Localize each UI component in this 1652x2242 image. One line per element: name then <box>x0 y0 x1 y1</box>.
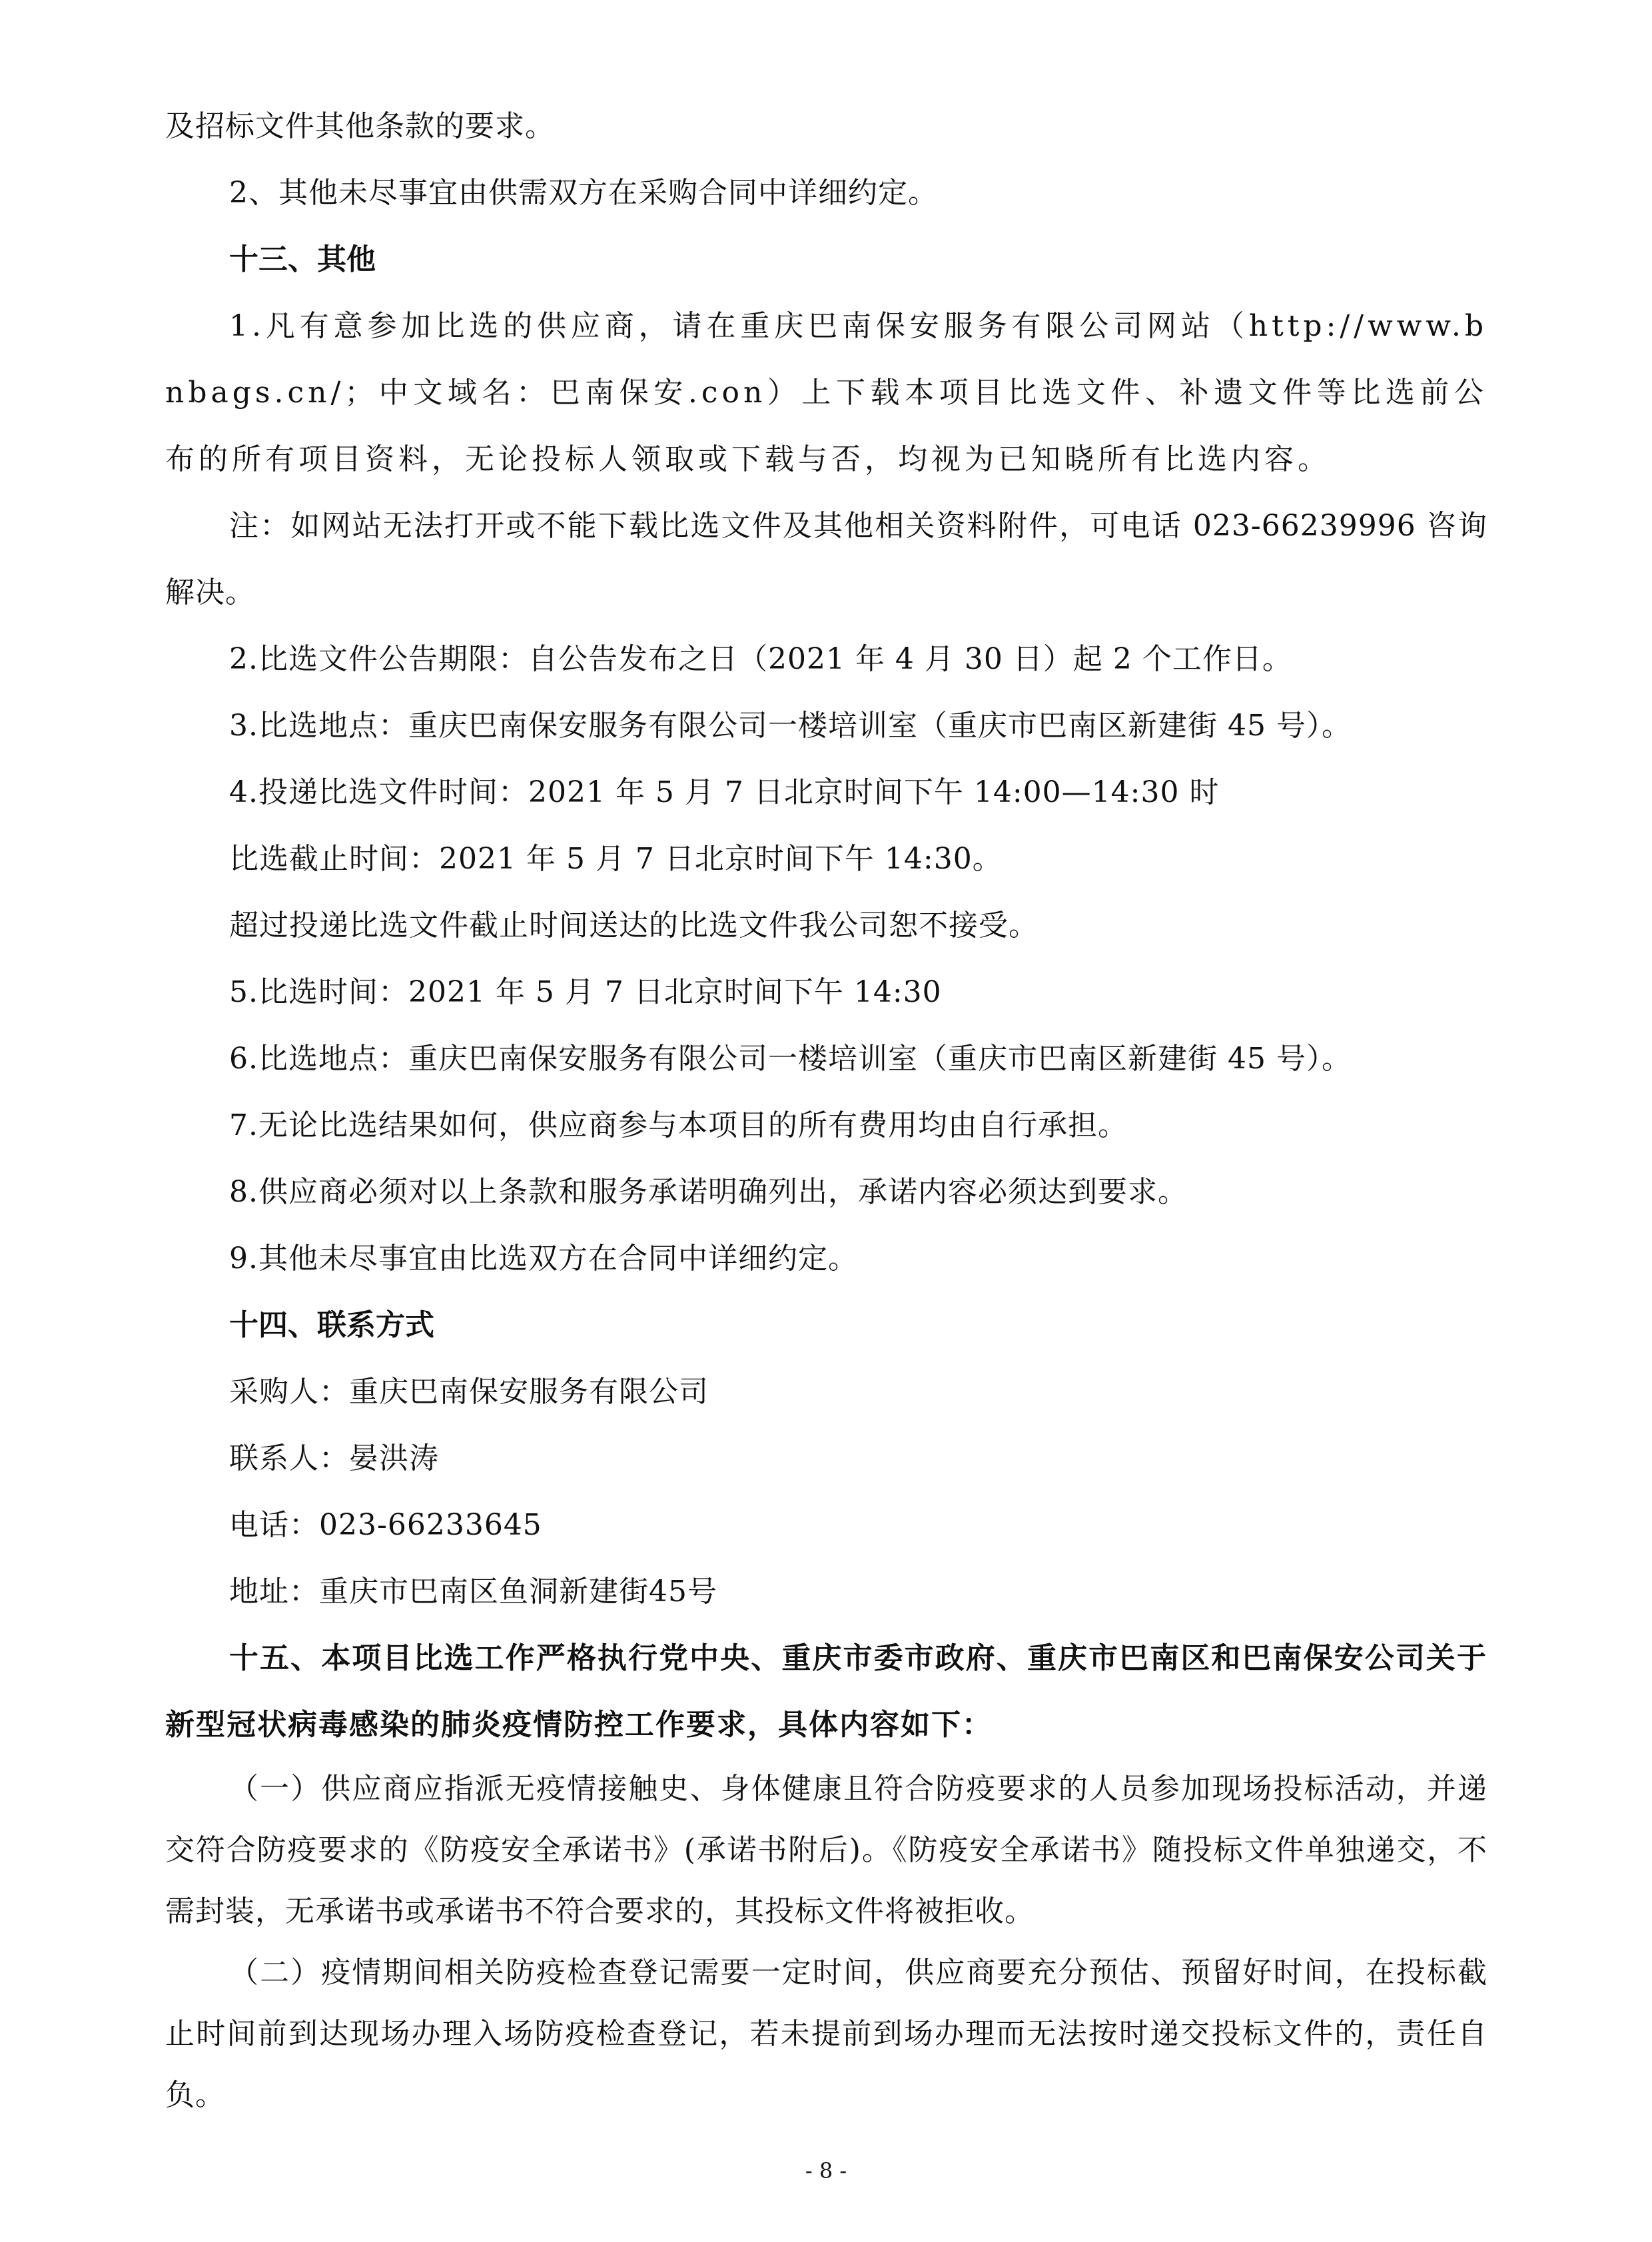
paragraph: 2.比选文件公告期限：自公告发布之日（2021 年 4 月 30 日）起 2 个工作日。 <box>229 642 1292 676</box>
paragraph: 3.比选地点：重庆巴南保安服务有限公司一楼培训室（重庆市巴南区新建街 45 号）。 <box>229 709 1352 743</box>
paragraph: 7.无论比选结果如何，供应商参与本项目的所有费用均由自行承担。 <box>229 1108 1128 1142</box>
paragraph: 9.其他未尽事宜由比选双方在合同中详细约定。 <box>229 1242 858 1276</box>
paragraph: 4.投递比选文件时间：2021 年 5 月 7 日北京时间下午 14:00—14:30 时 <box>229 775 1220 809</box>
section-heading: 十四、联系方式 <box>229 1308 434 1342</box>
paragraph: 及招标文件其他条款的要求。 <box>165 109 555 143</box>
contact-address: 地址：重庆市巴南区鱼洞新建街45号 <box>229 1575 717 1609</box>
page-number: - 8 - <box>805 2158 847 2183</box>
paragraph: 8.供应商必须对以上条款和服务承诺明确列出，承诺内容必须达到要求。 <box>229 1175 1188 1209</box>
contact-phone: 电话：023-66233645 <box>229 1508 542 1542</box>
contact-person: 联系人：晏洪涛 <box>229 1441 439 1475</box>
paragraph: 5.比选时间：2021 年 5 月 7 日北京时间下午 14:30 <box>229 975 942 1009</box>
paragraph: 比选截止时间：2021 年 5 月 7 日北京时间下午 14:30。 <box>229 842 1003 876</box>
paragraph: 2、其他未尽事宜由供需双方在采购合同中详细约定。 <box>229 176 938 210</box>
paragraph: 6.比选地点：重庆巴南保安服务有限公司一楼培训室（重庆市巴南区新建街 45 号）。 <box>229 1042 1352 1076</box>
paragraph: 注：如网站无法打开或不能下载比选文件及其他相关资料附件，可电话 023-66239996 咨询解决。 <box>165 509 1487 609</box>
paragraph: （二）疫情期间相关防疫检查登记需要一定时间，供应商要充分预估、预留好时间，在投标截止时间前到达现场办理入场防疫检查登记，若未提前到场办理而无法按时递交投标文件的，责任自负。 <box>165 1956 1487 2112</box>
section-heading: 十五、本项目比选工作严格执行党中央、重庆市委市政府、重庆市巴南区和巴南保安公司关于新型冠状病毒感染的肺炎疫情防控工作要求，具体内容如下： <box>165 1641 1487 1742</box>
paragraph: （一）供应商应指派无疫情接触史、身体健康且符合防疫要求的人员参加现场投标活动，并递交符合防疫要求的《防疫安全承诺书》(承诺书附后)。《防疫安全承诺书》随投标文件单独递交，不需封装，无承诺书或承诺书不符合要求的，其投标文件将被拒收。 <box>165 1772 1487 1928</box>
section-heading: 十三、其他 <box>229 242 376 276</box>
paragraph: 超过投递比选文件截止时间送达的比选文件我公司恕不接受。 <box>229 909 1038 942</box>
paragraph: 1.凡有意参加比选的供应商，请在重庆巴南保安服务有限公司网站（http://www.bnbags.cn/；中文域名：巴南保安.con）上下载本项目比选文件、补遗文件等比选前公布的所有项目资料，无论投标人领取或下载与否，均视为已知晓所有比选内容。 <box>165 309 1487 476</box>
document-body <box>165 93 1487 2126</box>
contact-purchaser: 采购人：重庆巴南保安服务有限公司 <box>229 1375 709 1409</box>
